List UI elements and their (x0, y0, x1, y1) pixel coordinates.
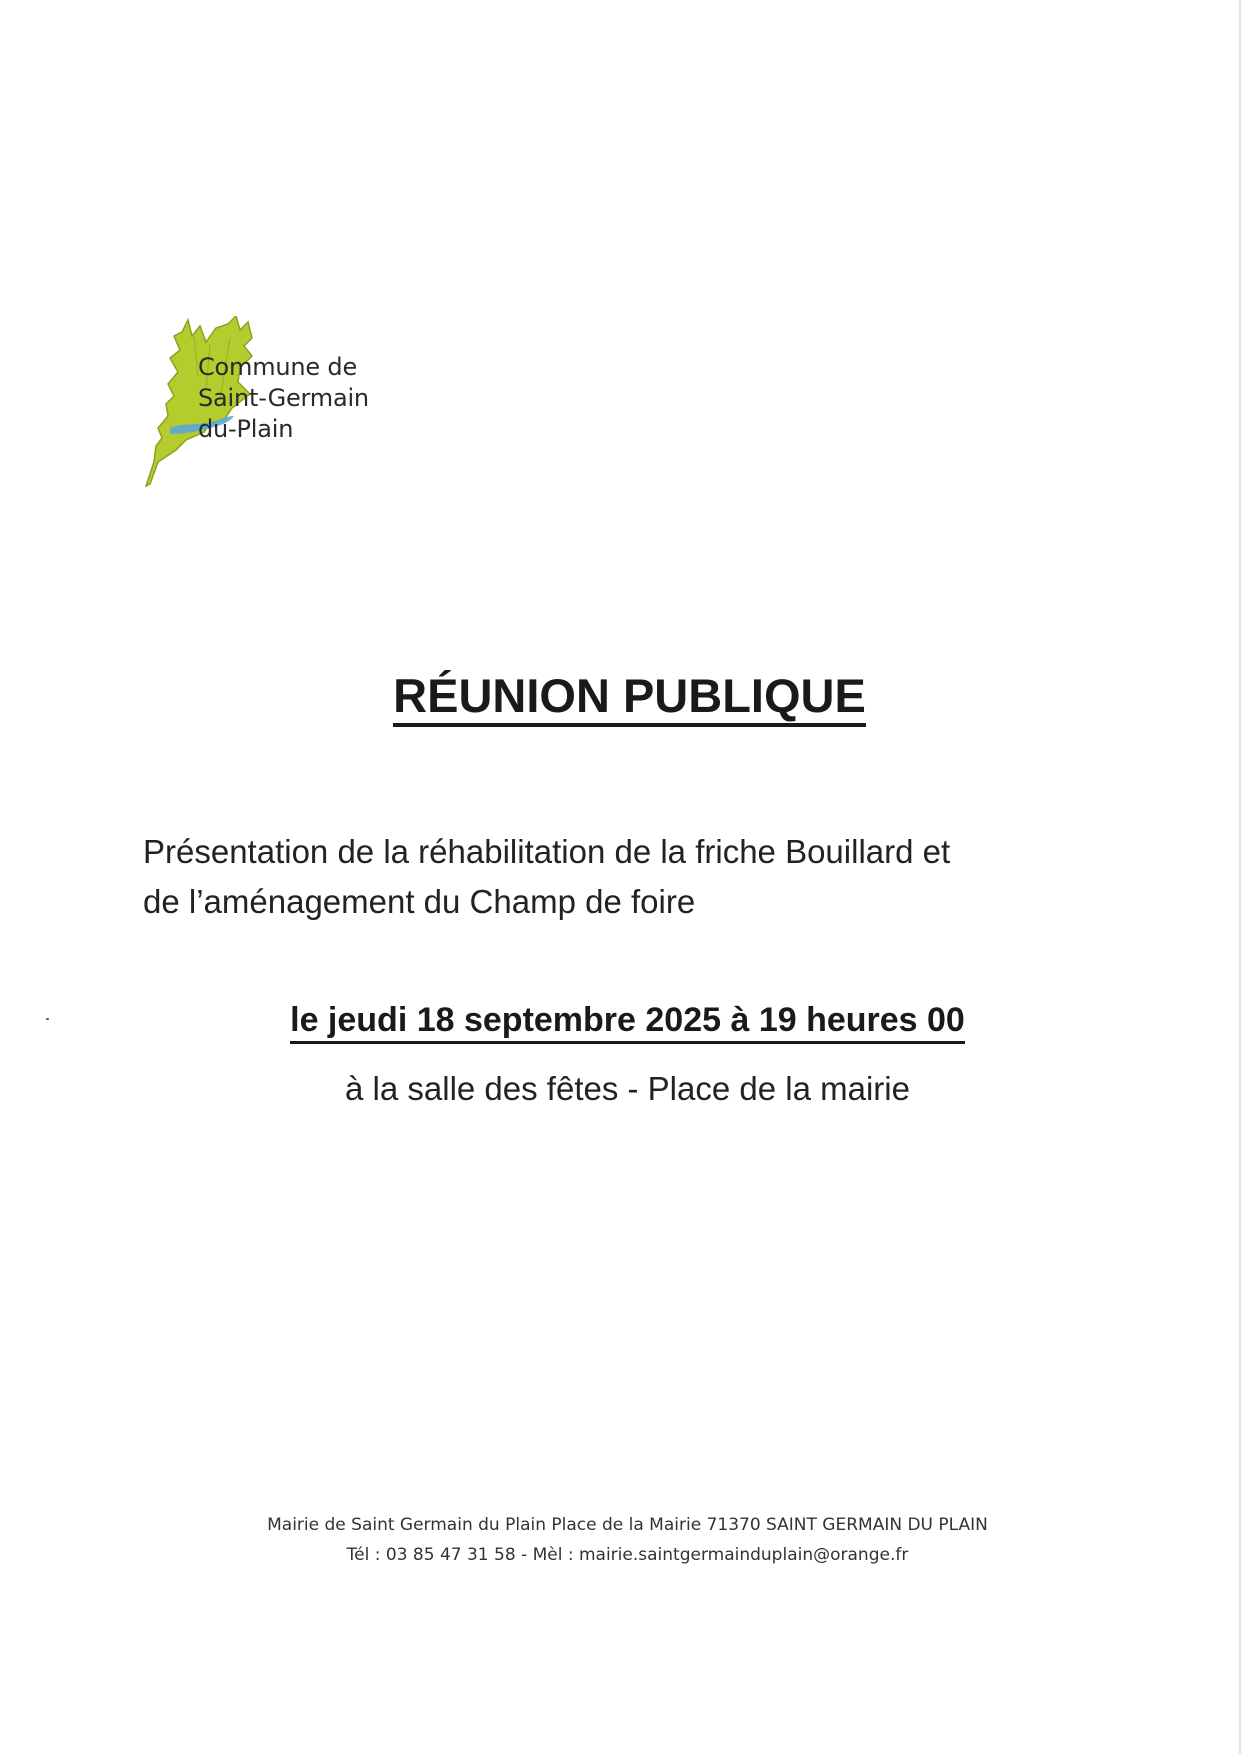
subtitle-line-2: de l’aménagement du Champ de foire (143, 883, 696, 920)
subtitle (143, 827, 1103, 927)
logo-line-3: du-Plain (198, 415, 294, 443)
meeting-location-text: à la salle des fêtes - Place de la mairie (345, 1070, 910, 1107)
commune-logo (140, 316, 370, 491)
footer-address: Mairie de Saint Germain du Plain Place de la Mairie 71370 SAINT GERMAIN DU PLAIN (267, 1515, 988, 1535)
footer (0, 1510, 1241, 1570)
footer-contact: Tél : 03 85 47 31 58 - Mèl : mairie.saintgermainduplain@orange.fr (346, 1545, 909, 1565)
meeting-date (0, 999, 1241, 1044)
subtitle-line-1: Présentation de la réhabilitation de la friche Bouillard et (143, 833, 951, 870)
meeting-location (0, 1068, 1241, 1110)
logo-line-2: Saint-Germain (198, 384, 369, 412)
logo-text (198, 352, 369, 445)
page-title (0, 670, 1241, 727)
logo-line-1: Commune de (198, 353, 358, 381)
meeting-date-text: le jeudi 18 septembre 2025 à 19 heures 00 (290, 999, 965, 1044)
title-text: RÉUNION PUBLIQUE (393, 670, 866, 727)
